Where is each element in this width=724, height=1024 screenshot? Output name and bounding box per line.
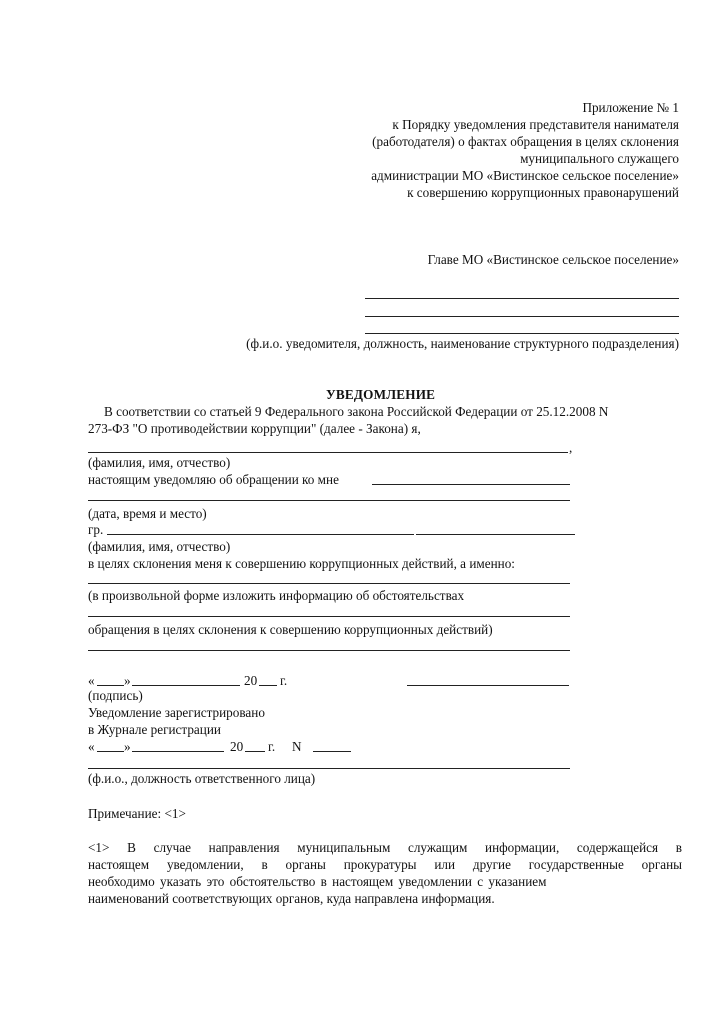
annex-line: (работодателя) о фактах обращения в целях склонения <box>372 134 679 149</box>
reg-year-prefix: 20 <box>230 739 244 754</box>
purpose-text: в целях склонения меня к совершению коррупционных действий, а именно: <box>88 556 515 571</box>
blank-line <box>416 534 575 535</box>
addressee-blank-line <box>365 316 679 317</box>
reg-month-blank <box>132 751 224 752</box>
annex-line: к Порядку уведомления представителя нанимателя <box>392 117 679 132</box>
blank-line <box>88 768 570 769</box>
number-blank <box>313 751 351 752</box>
reg-year-suffix: г. <box>268 739 276 754</box>
notify-text: настоящим уведомляю об обращении ко мне <box>88 472 339 487</box>
annex-line: муниципального служащего <box>520 151 679 166</box>
year-blank <box>259 685 277 686</box>
free-form-caption: обращения в целях склонения к совершению коррупционных действий) <box>88 622 493 637</box>
blank-line <box>372 484 570 485</box>
intro-line: В соответствии со статьей 9 Федерального закона Российской Федерации от 25.12.2008 N <box>104 404 609 419</box>
reg-date-open-quote: « <box>88 739 95 754</box>
reg-year-blank <box>245 751 265 752</box>
addressee-blank-line <box>365 298 679 299</box>
blank-line <box>88 500 570 501</box>
addressee-head: Главе МО «Вистинское сельское поселение» <box>427 252 679 267</box>
blank-line <box>107 534 414 535</box>
fio-caption: (фамилия, имя, отчество) <box>88 455 231 470</box>
registered-text: в Журнале регистрации <box>88 722 221 737</box>
number-sign: N <box>292 739 302 754</box>
signature-caption: (подпись) <box>88 688 143 703</box>
signature-blank <box>407 685 569 686</box>
date-close-quote: » <box>124 673 131 688</box>
note-label: Примечание: <1> <box>88 806 186 821</box>
reg-day-blank <box>97 751 124 752</box>
footnote-line: наименований соответствующих органов, куда направлена информация. <box>88 891 495 906</box>
footnote-line: настоящем уведомлении, в органы прокуратуры или другие государственные органы <box>88 857 682 872</box>
addressee-blank-line <box>365 333 679 334</box>
addressee-caption: (ф.и.о. уведомителя, должность, наименование структурного подразделения) <box>246 336 679 351</box>
annex-line: к совершению коррупционных правонарушений <box>407 185 679 200</box>
free-form-caption: (в произвольной форме изложить информацию об обстоятельствах <box>88 588 465 603</box>
registered-text: Уведомление зарегистрировано <box>88 705 265 720</box>
blank-line <box>88 583 570 584</box>
year-prefix: 20 <box>244 673 258 688</box>
comma: , <box>569 440 573 455</box>
datetime-caption: (дата, время и место) <box>88 506 207 521</box>
annex-number: Приложение № 1 <box>582 100 679 115</box>
month-blank <box>132 685 240 686</box>
blank-line <box>88 650 570 651</box>
notice-title: УВЕДОМЛЕНИЕ <box>326 387 436 402</box>
footnote-line: необходимо указать это обстоятельство в настоящем уведомлении с указанием <box>88 874 547 889</box>
day-blank <box>97 685 124 686</box>
year-suffix: г. <box>280 673 288 688</box>
reg-date-close-quote: » <box>124 739 131 754</box>
date-open-quote: « <box>88 673 95 688</box>
responsible-caption: (ф.и.о., должность ответственного лица) <box>88 771 316 786</box>
annex-line: администрации МО «Вистинское сельское поселение» <box>371 168 679 183</box>
citizen-label: гр. <box>88 522 104 537</box>
blank-line <box>88 616 570 617</box>
footnote-line: <1> В случае направления муниципальным служащим информации, содержащейся в <box>88 840 682 855</box>
blank-line <box>88 452 568 453</box>
intro-line: 273-ФЗ "О противодействии коррупции" (далее - Закона) я, <box>88 421 421 436</box>
fio-caption: (фамилия, имя, отчество) <box>88 539 231 554</box>
